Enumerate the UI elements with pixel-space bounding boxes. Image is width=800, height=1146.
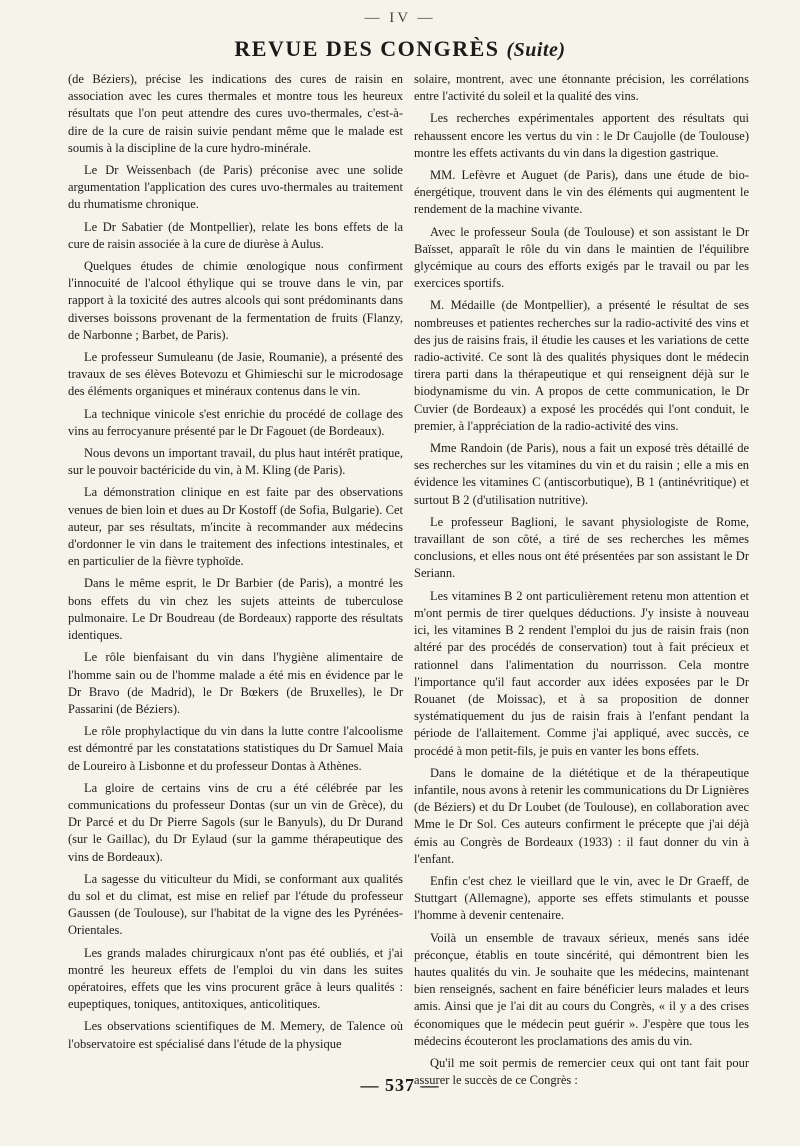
page-title [0, 34, 800, 65]
paragraph: Qu'il me soit permis de remercier ceux qui ont tant fait pour assurer le succès de ce Congrès : [414, 1055, 749, 1088]
paragraph: Avec le professeur Soula (de Toulouse) et son assistant le Dr Baïsset, apparaît le rôle du vin dans le maintien de l'équilibre glycémique au cours des efforts exigés par le travail ou par les exercices sportifs. [414, 224, 749, 291]
paragraph: Enfin c'est chez le vieillard que le vin, avec le Dr Graeff, de Stuttgart (Allemagne), apporte ses effets stimulants et pousse l'homme à devenir centenaire. [414, 873, 749, 923]
paragraph: Nous devons un important travail, du plus haut intérêt pratique, sur le pouvoir bactéricide du vin, à M. Kling (de Paris). [68, 446, 403, 478]
paragraph: Les grands malades chirurgicaux n'ont pas été oubliés, et j'ai montré les heureux effets de l'emploi du vin dans les suites opératoires, effets que les vins procurent grâce à leurs qualités : eupeptiques, toniques, antitoxiques, anticolitiques. [68, 945, 403, 1012]
right-column [414, 71, 749, 1088]
title-main: REVUE DES CONGRÈS [234, 36, 500, 61]
left-column [68, 71, 403, 1073]
paragraph: Le Dr Weissenbach (de Paris) préconise avec une solide argumentation l'application des cures uvo-thermales au traitement du rhumatisme chronique. [68, 163, 403, 212]
paragraph: Le professeur Sumuleanu (de Jasie, Roumanie), a présenté des travaux de ses élèves Botevozu et Ghimieschi sur le microdosage des éléments organiques et minéraux contenus dans le vin. [68, 350, 403, 399]
paragraph: Les observations scientifiques de M. Memery, de Talence où l'observatoire est spécialisé dans l'étude de la physique [68, 1019, 403, 1051]
paragraph: Les recherches expérimentales apportent des résultats qui rehaussent encore les vertus du vin : le Dr Caujolle (de Toulouse) montre les effets activants du vin dans la digestion gastrique. [414, 111, 749, 160]
paragraph: solaire, montrent, avec une étonnante précision, les corrélations entre l'activité du soleil et la qualité des vins. [414, 72, 749, 104]
paragraph: Voilà un ensemble de travaux sérieux, menés sans idée préconçue, établis en toute sincérité, qui démontrent bien les hautes qualités du vin. Je souhaite que les médecins, maintenant bien renseignés, sachent en faire bénéficier leurs malades et leurs amis. Ainsi que je l'ai dit au cours du Congrès, « il y a des crises économiques que le médecin peut guérir ». J'espère que tous les médecins écouteront les proclamations des amis du vin. [414, 930, 749, 1048]
title-suffix: (Suite) [506, 39, 566, 61]
paragraph: Quelques études de chimie œnologique nous confirment l'innocuité de l'alcool éthylique qui se trouve dans le vin, par rapport à la toxicité des autres alcools qui sont prédominants dans diverses boissons provenant de la fermentation de fruits (Flanzy, de Narbonne ; Barbet, de Paris). [68, 259, 403, 342]
paragraph: Dans le même esprit, le Dr Barbier (de Paris), a montré les bons effets du vin chez les sujets atteints de tuberculose pulmonaire. Le Dr Boudreau (de Bordeaux) rapporte des résultats identiques. [68, 576, 403, 643]
paragraph: Dans le domaine de la diététique et de la thérapeutique infantile, nous avons à retenir les communications du Dr Lignières (de Béziers) et du Dr Loubet (de Toulouse), en collaboration avec Mme le Dr Sol. Ces auteurs confirment le précepte que j'ai déjà émis au Congrès de Bordeaux (1933) : il faut donner du vin à l'enfant. [414, 765, 749, 866]
paragraph: Le Dr Sabatier (de Montpellier), relate les bons effets de la cure de raisin associée à la cure de diurèse à Aulus. [68, 219, 403, 251]
page-number: — 537 — [360, 1075, 440, 1095]
paragraph: La sagesse du viticulteur du Midi, se conformant aux qualités du sol et du climat, est mise en relief par l'étude du professeur Gaussen (de Toulouse), sur l'habitat de la vigne des les Pyrénées-Orientales. [68, 871, 403, 938]
section-roman-numeral: — IV — [364, 10, 436, 26]
paragraph: (de Béziers), précise les indications des cures de raisin en association avec les cures thermales et montre tous les heureux résultats que l'on peut attendre des cures uvo-thermales, c'est-à-dire de la cure de raisin suivie pendant même que le malade est soumis à la discipline de la cure hydro-minérale. [68, 72, 403, 155]
paragraph: Le rôle bienfaisant du vin dans l'hygiène alimentaire de l'homme sain ou de l'homme malade a été mis en évidence par le Dr Bravo (de Madrid), le Dr Bœkers (de Bruxelles), le Dr Passarini (de Béziers). [68, 650, 403, 716]
paragraph: Le professeur Baglioni, le savant physiologiste de Rome, travaillant de son côté, a tiré de ses recherches les mêmes conclusions, et elles nous ont été présentées par son assistant le Dr Seriann. [414, 514, 749, 581]
paragraph: Les vitamines B 2 ont particulièrement retenu mon attention et m'ont permis de tirer quelques déductions. J'y insiste à nouveau ici, les vitamines B 2 rendent l'emploi du jus de raisin frais (non altéré par des procédés de conservation) tout à fait précieux et rationnel dans l'alimentation du nourrisson. Cela montre l'importance qu'il faut accorder aux idées exposées par le Dr Rouanet (de Moissac), et à sa proposition de donner systématiquement du jus de raisin frais à l'enfant pendant la période de l'allaitement. Comme j'ai appliqué, avec succès, ce procédé à mon petit-fils, je puis en vanter les bons effets. [414, 588, 749, 758]
paragraph: Le rôle prophylactique du vin dans la lutte contre l'alcoolisme est démontré par les constatations statistiques du Dr Samuel Maia de Loureiro à Lisbonne et du professeur Dontas à Athènes. [68, 724, 403, 773]
paragraph: La technique vinicole s'est enrichie du procédé de collage des vins au ferrocyanure présenté par le Dr Fagouet (de Bordeaux). [68, 406, 403, 438]
paragraph: La démonstration clinique en est faite par des observations venues de bien loin et dues au Dr Kostoff (de Sofia, Bulgarie). Cet auteur, par ses résultats, m'incite à recommander aux médecins d'ordonner le vin dans le traitement des infections intestinales, et en particulier de la fièvre typhoïde. [68, 485, 403, 569]
paragraph: MM. Lefèvre et Auguet (de Paris), dans une étude de bio-énergétique, trouvent dans le vin des éléments qui augmentent le rendement de la machine vivante. [414, 168, 749, 217]
paragraph: Mme Randoin (de Paris), nous a fait un exposé très détaillé de ses recherches sur les vitamines du vin et du raisin ; elle a mis en évidence les vitamines C (antiscorbutique), B 1 (antinévritique) et surtout B 2 (d'utilisation nutritive). [414, 441, 749, 507]
paragraph: La gloire de certains vins de cru a été célébrée par les communications du professeur Dontas (sur un vin de Grèce), du Dr Parcé et du Dr Pierre Sagols (sur le Banyuls), du Dr Durand (sur le Gaillac), du Dr Eylaud (sur la gamme thérapeutique des vins de Bordeaux). [68, 780, 403, 864]
paragraph: M. Médaille (de Montpellier), a présenté le résultat de ses nombreuses et patientes recherches sur la radio-activité des vins et des jus de raisins frais, il étudie les causes et les variations de cette radio-activité. Ce sont là des qualités physiques dont le médecin tirera parti dans la thérapeutique et qui renseignent déjà sur le biodynamisme du vin. A propos de cette communication, le Dr Cuvier (de Bordeaux) a exposé les procédés qui l'ont conduit, le premier, à l'appréciation de la radio-activité des vins. [414, 298, 749, 433]
